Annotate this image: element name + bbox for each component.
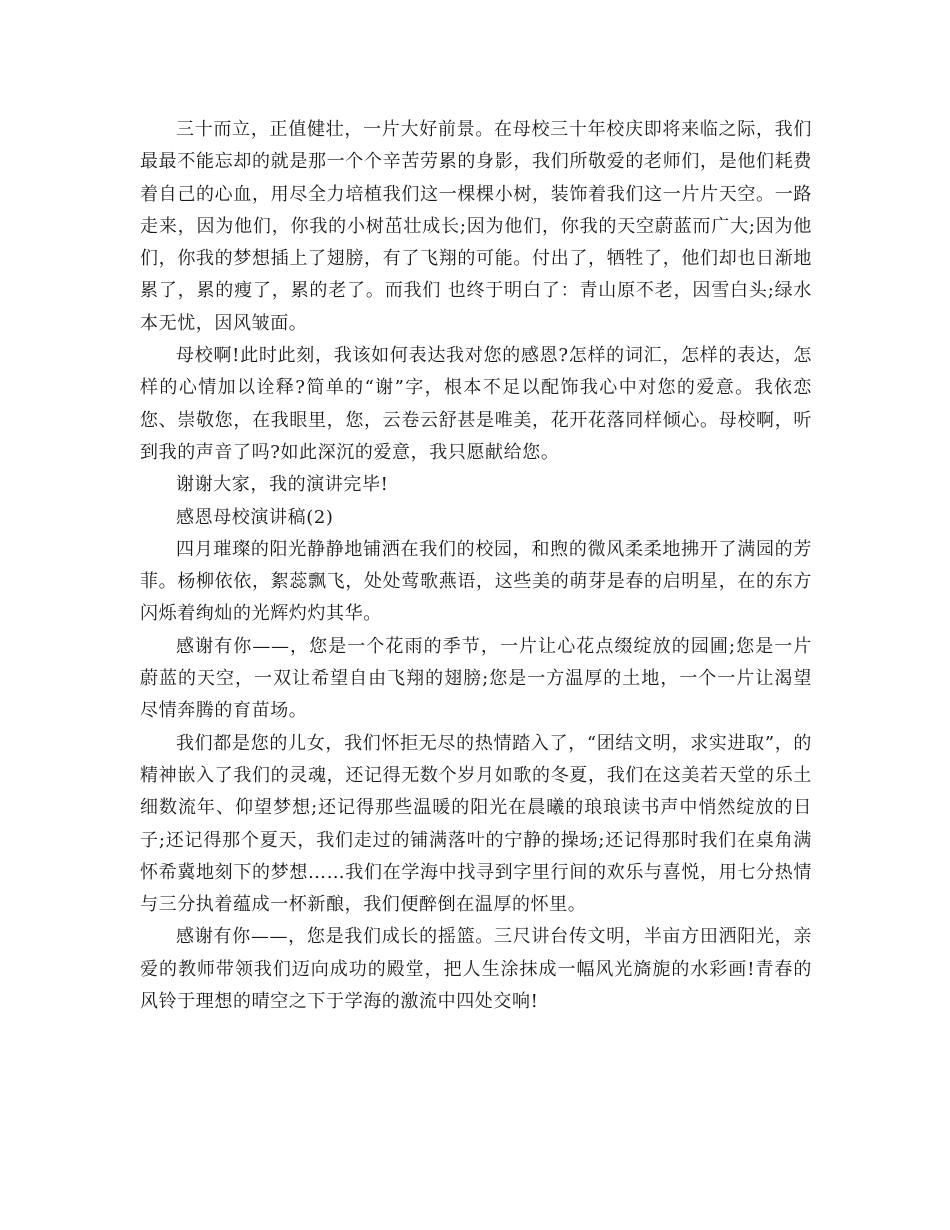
section-title: 感恩母校演讲稿(2) [176, 506, 334, 528]
document-body [140, 114, 812, 1018]
paragraph-5: 我们都是您的儿女，我们怀拒无尽的热情踏入了，“团结文明，求实进取”，的精神嵌入了我们的灵魂，还记得无数个岁月如歌的冬夏，我们在这美若天堂的乐土细数流年、仰望梦想;还记得那些温暖的阳光在晨曦的琅琅读书声中悄然绽放的日子;还记得那个夏天，我们走过的铺满落叶的宁静的操场;还记得那时我们在桌角满怀希冀地刻下的梦想……我们在学海中找寻到字里行间的欢乐与喜悦，用七分热情与三分执着蕴成一杯新酿，我们便醉倒在温厚的怀里。 [140, 732, 812, 916]
paragraph-4: 感谢有你——，您是一个花雨的季节，一片让心花点缀绽放的园圃;您是一片蔚蓝的天空，一双让希望自由飞翔的翅膀;您是一方温厚的土地，一个一片让渴望尽情奔腾的育苗场。 [140, 635, 812, 722]
closing-line: 谢谢大家，我的演讲完毕! [176, 474, 389, 496]
paragraph-3: 四月璀璨的阳光静静地铺洒在我们的校园，和煦的微风柔柔地拂开了满园的芳菲。杨柳依依，絮蕊飘飞，处处莺歌燕语，这些美的萌芽是春的启明星，在的东方闪烁着绚灿的光辉灼灼其华。 [140, 538, 812, 625]
paragraph-2: 母校啊!此时此刻，我该如何表达我对您的感恩?怎样的词汇，怎样的表达，怎样的心情加以诠释?简单的“谢”字，根本不足以配饰我心中对您的爱意。我依恋您、崇敬您，在我眼里，您，云卷云舒甚是唯美，花开花落同样倾心。母校啊，听到我的声音了吗?如此深沉的爱意，我只愿献给您。 [140, 345, 812, 463]
paragraph-1: 三十而立，正值健壮，一片大好前景。在母校三十年校庆即将来临之际，我们最最不能忘却的就是那一个个辛苦劳累的身影，我们所敬爱的老师们，是他们耗费着自己的心血，用尽全力培植我们这一棵棵小树，装饰着我们这一片片天空。一路走来，因为他们，你我的小树茁壮成长;因为他们，你我的天空蔚蓝而广大;因为他们，你我的梦想插上了翅膀，有了飞翔的可能。付出了，牺牲了，他们却也日渐地累了，累的瘦了，累的老了。而我们 也终于明白了：青山原不老，因雪白头;绿水本无忧，因风皱面。 [140, 119, 812, 334]
paragraph-6: 感谢有你——，您是我们成长的摇篮。三尺讲台传文明，半亩方田洒阳光，亲爱的教师带领我们迈向成功的殿堂，把人生涂抹成一幅风光旖旎的水彩画!青春的风铃于理想的晴空之下于学海的激流中四处交响! [140, 926, 812, 1013]
